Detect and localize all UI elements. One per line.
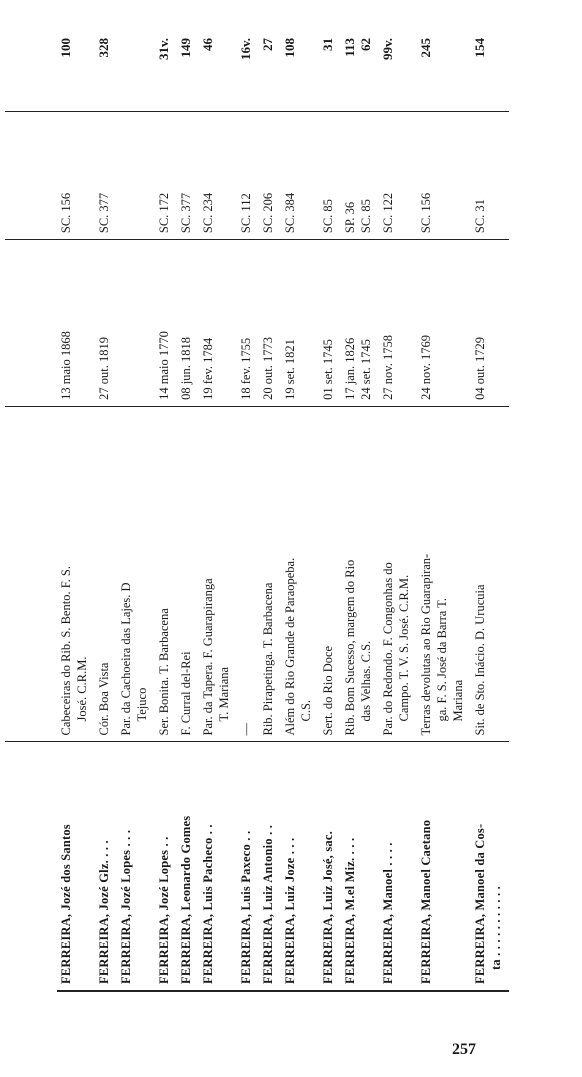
place-line: das Velhas. C.S. bbox=[359, 640, 373, 722]
ref-line: SC. 234 bbox=[201, 192, 215, 234]
ref-cell bbox=[199, 111, 237, 240]
place-line: Par. do Redondo. F. Congonhas do bbox=[381, 562, 395, 736]
place-line: Ser. Bonita. T. Barbacena bbox=[157, 608, 171, 736]
ref-line: SC. 112 bbox=[239, 193, 253, 234]
place-line: José. C.R.M. bbox=[75, 656, 89, 722]
folio-line: 27 bbox=[260, 38, 275, 51]
date-cell bbox=[319, 240, 341, 407]
name-line: FERREIRA, Manoel . . . . bbox=[381, 842, 395, 984]
folio-line: 113 bbox=[342, 38, 357, 57]
place-line: Além do Rio Grande de Paraopeba. bbox=[283, 557, 297, 736]
date-line: 08 jun. 1818 bbox=[179, 337, 193, 400]
ref-cell bbox=[319, 111, 341, 240]
table-row bbox=[259, 32, 281, 991]
name-line: FERREIRA, Luiz Antonio . . bbox=[261, 824, 275, 984]
folio-line: 154 bbox=[472, 38, 487, 58]
folio-line: 245 bbox=[418, 38, 433, 58]
ref-cell bbox=[281, 111, 319, 240]
name-line: ta . . . . . . . . . . . bbox=[489, 886, 503, 970]
name-cell bbox=[155, 742, 177, 991]
name-line: FERREIRA, Manoel Caetano bbox=[419, 819, 433, 984]
name-cell bbox=[471, 742, 509, 991]
place-line: Cór. Boa Vista bbox=[97, 662, 111, 736]
ref-cell bbox=[417, 111, 471, 240]
folio-cell bbox=[281, 32, 319, 111]
table-row bbox=[57, 32, 95, 991]
date-cell bbox=[177, 240, 199, 407]
date-cell bbox=[341, 240, 379, 407]
name-line: FERREIRA, Jozé Glz. . . . bbox=[97, 840, 111, 984]
date-cell bbox=[117, 240, 155, 407]
ref-line: SC. 122 bbox=[381, 192, 395, 234]
name-line: FERREIRA, Luiz Joze . . . bbox=[283, 837, 297, 984]
ref-cell bbox=[95, 111, 117, 240]
folio-cell bbox=[155, 32, 177, 111]
place-line: C.S. bbox=[299, 699, 313, 722]
folio-line: 328 bbox=[96, 38, 111, 58]
ref-line: SP. 36 bbox=[343, 201, 357, 234]
ref-cell bbox=[341, 111, 379, 240]
place-cell bbox=[155, 406, 177, 742]
ref-cell bbox=[471, 111, 509, 240]
ref-line: SC. 172 bbox=[157, 192, 171, 234]
place-line: — bbox=[239, 723, 253, 736]
ref-cell bbox=[117, 111, 155, 240]
table-header-rule bbox=[5, 32, 57, 991]
folio-cell bbox=[319, 32, 341, 111]
date-cell bbox=[259, 240, 281, 407]
table-row bbox=[177, 32, 199, 991]
table-row bbox=[417, 32, 471, 991]
place-cell bbox=[177, 406, 199, 742]
place-cell bbox=[237, 406, 259, 742]
date-line: 24 nov. 1769 bbox=[419, 335, 433, 400]
place-cell bbox=[57, 406, 95, 742]
name-cell bbox=[281, 742, 319, 991]
table-row bbox=[281, 32, 319, 991]
folio-cell bbox=[471, 32, 509, 111]
folio-cell bbox=[57, 32, 95, 111]
folio-cell bbox=[117, 32, 155, 111]
date-cell bbox=[237, 240, 259, 407]
date-line: 17 jan. 1826 bbox=[343, 337, 357, 400]
name-cell bbox=[95, 742, 117, 991]
date-cell bbox=[155, 240, 177, 407]
folio-line: 100 bbox=[58, 38, 73, 58]
place-line: Terras devolutas ao Rio Guarapiran- bbox=[419, 553, 433, 736]
date-line: 18 fev. 1755 bbox=[239, 337, 253, 400]
folio-line: 46 bbox=[200, 38, 215, 51]
date-line: 01 set. 1745 bbox=[321, 339, 335, 400]
page-number: 257 bbox=[452, 1041, 476, 1058]
table-row bbox=[155, 32, 177, 991]
folio-line: 31 bbox=[320, 38, 335, 51]
date-line: 19 fev. 1784 bbox=[201, 337, 215, 400]
place-cell bbox=[259, 406, 281, 742]
date-cell bbox=[379, 240, 417, 407]
place-cell bbox=[379, 406, 417, 742]
ref-cell bbox=[259, 111, 281, 240]
table-row bbox=[95, 32, 117, 991]
name-line: FERREIRA, Leonardo Gomes bbox=[179, 815, 193, 984]
folio-cell bbox=[237, 32, 259, 111]
table-row bbox=[237, 32, 259, 991]
name-cell bbox=[417, 742, 471, 991]
name-cell bbox=[57, 742, 95, 991]
name-cell bbox=[379, 742, 417, 991]
register-table bbox=[5, 32, 509, 992]
date-line: 04 out. 1729 bbox=[473, 337, 487, 400]
name-line: FERREIRA, Jozé Lopes . . . bbox=[119, 829, 133, 984]
place-cell bbox=[341, 406, 379, 742]
place-line: ga. F. S. José da Barra T. bbox=[435, 597, 449, 722]
place-cell bbox=[417, 406, 471, 742]
folio-line: 149 bbox=[178, 38, 193, 58]
place-line: Sert. do Rio Doce bbox=[321, 645, 335, 736]
folio-line: 99v. bbox=[380, 38, 395, 61]
folio-cell bbox=[341, 32, 379, 111]
place-cell bbox=[281, 406, 319, 742]
date-line: 13 maio 1868 bbox=[59, 331, 73, 400]
place-line: Mariana bbox=[451, 679, 465, 722]
ref-line: SC. 377 bbox=[179, 192, 193, 234]
place-line: Par. da Tapera. F. Guarapiranga bbox=[201, 578, 215, 736]
place-cell bbox=[117, 406, 155, 742]
ref-line: SC. 377 bbox=[97, 192, 111, 234]
date-line: 27 nov. 1758 bbox=[381, 335, 395, 400]
name-cell bbox=[341, 742, 379, 991]
table-row bbox=[117, 32, 155, 991]
date-line: 27 out. 1819 bbox=[97, 337, 111, 400]
ref-line: SC. 85 bbox=[359, 199, 373, 234]
table-row bbox=[471, 32, 509, 991]
folio-cell bbox=[379, 32, 417, 111]
place-line: F. Curral del-Rei bbox=[179, 651, 193, 736]
ref-cell bbox=[177, 111, 199, 240]
ref-line: SC. 85 bbox=[321, 199, 335, 234]
place-cell bbox=[471, 406, 509, 742]
place-line: Rib. Bom Sucesso, margem do Rio bbox=[343, 559, 357, 736]
folio-cell bbox=[177, 32, 199, 111]
name-line: FERREIRA, Luis Paxeco . . bbox=[239, 830, 253, 984]
table-row bbox=[319, 32, 341, 991]
folio-line: 16v. bbox=[238, 38, 253, 61]
table-row bbox=[341, 32, 379, 991]
place-cell bbox=[199, 406, 237, 742]
name-line: FERREIRA, Luis Pacheco . . bbox=[201, 824, 215, 984]
ref-line: SC. 206 bbox=[261, 192, 275, 234]
name-cell bbox=[259, 742, 281, 991]
folio-cell bbox=[259, 32, 281, 111]
name-cell bbox=[319, 742, 341, 991]
date-cell bbox=[199, 240, 237, 407]
name-line: FERREIRA, Jozé dos Santos bbox=[59, 824, 73, 984]
table-row bbox=[199, 32, 237, 991]
place-cell bbox=[319, 406, 341, 742]
folio-line: 31v. bbox=[156, 38, 171, 61]
ref-cell bbox=[379, 111, 417, 240]
place-line: Sit. de Sto. Inácio. D. Urucuia bbox=[473, 584, 487, 736]
folio-cell bbox=[417, 32, 471, 111]
date-line: 24 set. 1745 bbox=[359, 339, 373, 400]
folio-cell bbox=[199, 32, 237, 111]
date-cell bbox=[417, 240, 471, 407]
date-cell bbox=[471, 240, 509, 407]
ref-cell bbox=[237, 111, 259, 240]
date-line: 14 maio 1770 bbox=[157, 331, 171, 400]
ref-line: SC. 156 bbox=[59, 192, 73, 234]
name-line: FERREIRA, M.el Miz. . . . bbox=[343, 837, 357, 984]
date-line: 20 out. 1773 bbox=[261, 337, 275, 400]
place-cell bbox=[95, 406, 117, 742]
date-cell bbox=[281, 240, 319, 407]
folio-cell bbox=[95, 32, 117, 111]
ref-line: SC. 384 bbox=[283, 192, 297, 234]
place-line: Tejuco bbox=[135, 687, 149, 722]
ref-cell bbox=[57, 111, 95, 240]
table-row bbox=[379, 32, 417, 991]
place-line: T. Mariana bbox=[217, 666, 231, 722]
name-cell bbox=[117, 742, 155, 991]
place-line: Campo. T. V. S. José. C.R.M. bbox=[397, 574, 411, 722]
date-cell bbox=[57, 240, 95, 407]
date-cell bbox=[95, 240, 117, 407]
ref-line: SC. 31 bbox=[473, 199, 487, 234]
name-line: FERREIRA, Jozé Lopes . . bbox=[157, 836, 171, 984]
place-line: Par. da Cachoeira das Lajes. D bbox=[119, 582, 133, 736]
name-cell bbox=[177, 742, 199, 991]
ref-line: SC. 156 bbox=[419, 192, 433, 234]
folio-line: 62 bbox=[358, 38, 373, 51]
folio-line: 108 bbox=[282, 38, 297, 58]
name-line: FERREIRA, Manoel da Cos- bbox=[473, 823, 487, 984]
name-cell bbox=[199, 742, 237, 991]
date-line: 19 set. 1821 bbox=[283, 339, 297, 400]
name-cell bbox=[237, 742, 259, 991]
name-line: FERREIRA, Luiz José, sac. bbox=[321, 831, 335, 984]
place-line: Rib. Pirapetinga. T. Barbacena bbox=[261, 582, 275, 736]
place-line: Cabeceiras do Rib. S. Bento. F. S. bbox=[59, 566, 73, 736]
ref-cell bbox=[155, 111, 177, 240]
